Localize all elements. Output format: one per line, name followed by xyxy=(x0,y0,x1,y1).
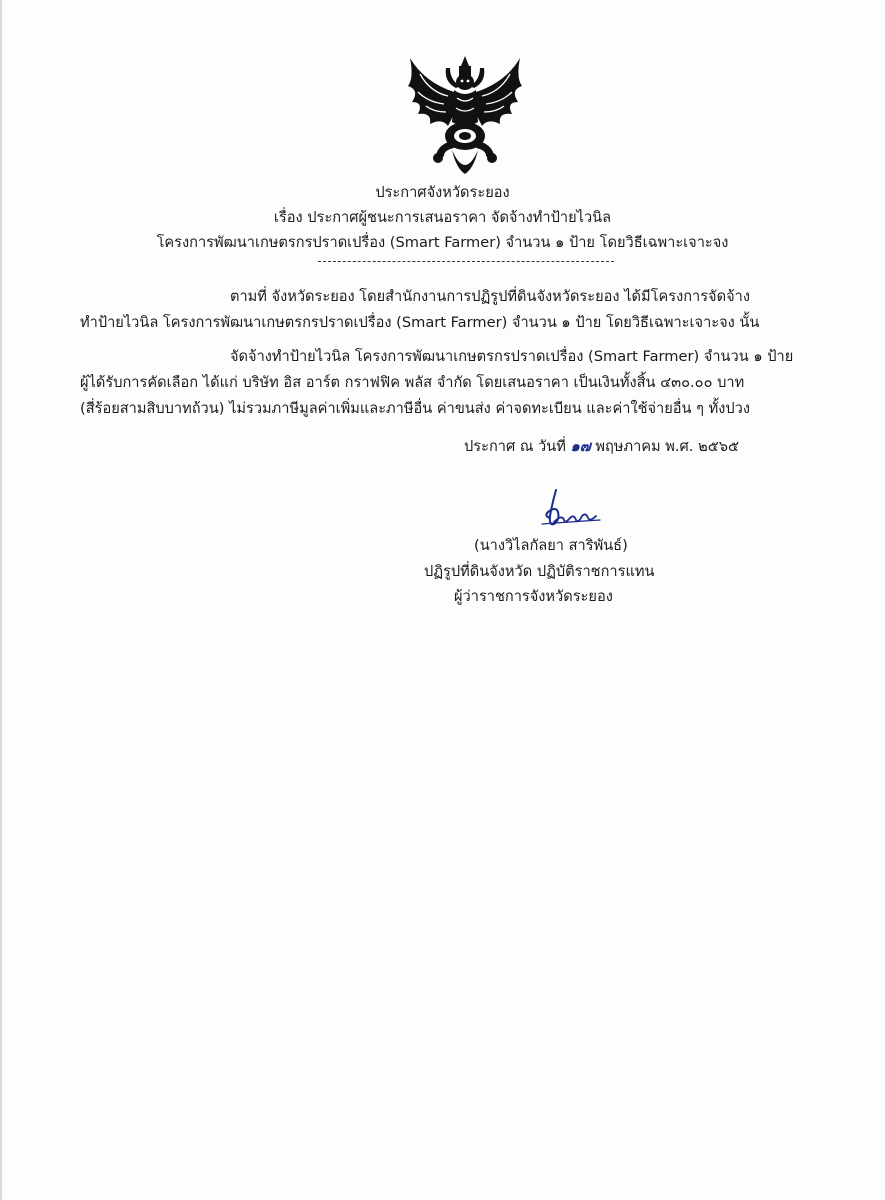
page-edge xyxy=(0,0,2,1200)
date-prefix: ประกาศ ณ วันที่ xyxy=(464,438,566,455)
announcement-title: ประกาศจังหวัดระยอง xyxy=(375,184,510,201)
signatory-name: (นางวิไลกัลยา สาริพันธ์) xyxy=(474,537,628,554)
paragraph-2-line-2: ผู้ได้รับการคัดเลือก ได้แก่ บริษัท อิส อาร์ต กราฟฟิค พลัส จำกัด โดยเสนอราคา เป็นเงินทั้งสิ้น ๔๓๐.๐๐ บาท xyxy=(80,374,745,391)
header-divider xyxy=(318,261,614,262)
paragraph-1-line-1: ตามที่ จังหวัดระยอง โดยสำนักงานการปฏิรูปที่ดินจังหวัดระยอง ได้มีโครงการจัดจ้าง xyxy=(230,288,750,305)
signatory-position-2: ผู้ว่าราชการจังหวัดระยอง xyxy=(454,588,613,605)
paragraph-2-line-3: (สี่ร้อยสามสิบบาทถ้วน) ไม่รวมภาษีมูลค่าเพิ่มและภาษีอื่น ค่าขนส่ง ค่าจดทะเบียน และค่าใช้จ่ายอื่น ๆ ทั้งปวง xyxy=(80,400,750,417)
announcement-subject: เรื่อง ประกาศผู้ชนะการเสนอราคา จัดจ้างทำป้ายไวนิล xyxy=(273,209,612,226)
announcement-project: โครงการพัฒนาเกษตรกรปราดเปรื่อง (Smart Farmer) จำนวน ๑ ป้าย โดยวิธีเฉพาะเจาะจง xyxy=(156,234,729,251)
signatory-position-1: ปฏิรูปที่ดินจังหวัด ปฏิบัติราชการแทน xyxy=(424,563,655,580)
date-day: ๑๗ xyxy=(570,438,591,455)
date-month-year: พฤษภาคม พ.ศ. ๒๕๖๕ xyxy=(595,438,740,455)
signature-image xyxy=(534,486,604,534)
paragraph-1-line-2: ทำป้ายไวนิล โครงการพัฒนาเกษตรกรปราดเปรื่อง (Smart Farmer) จำนวน ๑ ป้าย โดยวิธีเฉพาะเจาะจง นั้น xyxy=(80,314,760,331)
announcement-date xyxy=(464,437,739,457)
paragraph-2-line-1: จัดจ้างทำป้ายไวนิล โครงการพัฒนาเกษตรกรปราดเปรื่อง (Smart Farmer) จำนวน ๑ ป้าย xyxy=(230,348,794,365)
garuda-emblem-icon xyxy=(404,52,526,180)
